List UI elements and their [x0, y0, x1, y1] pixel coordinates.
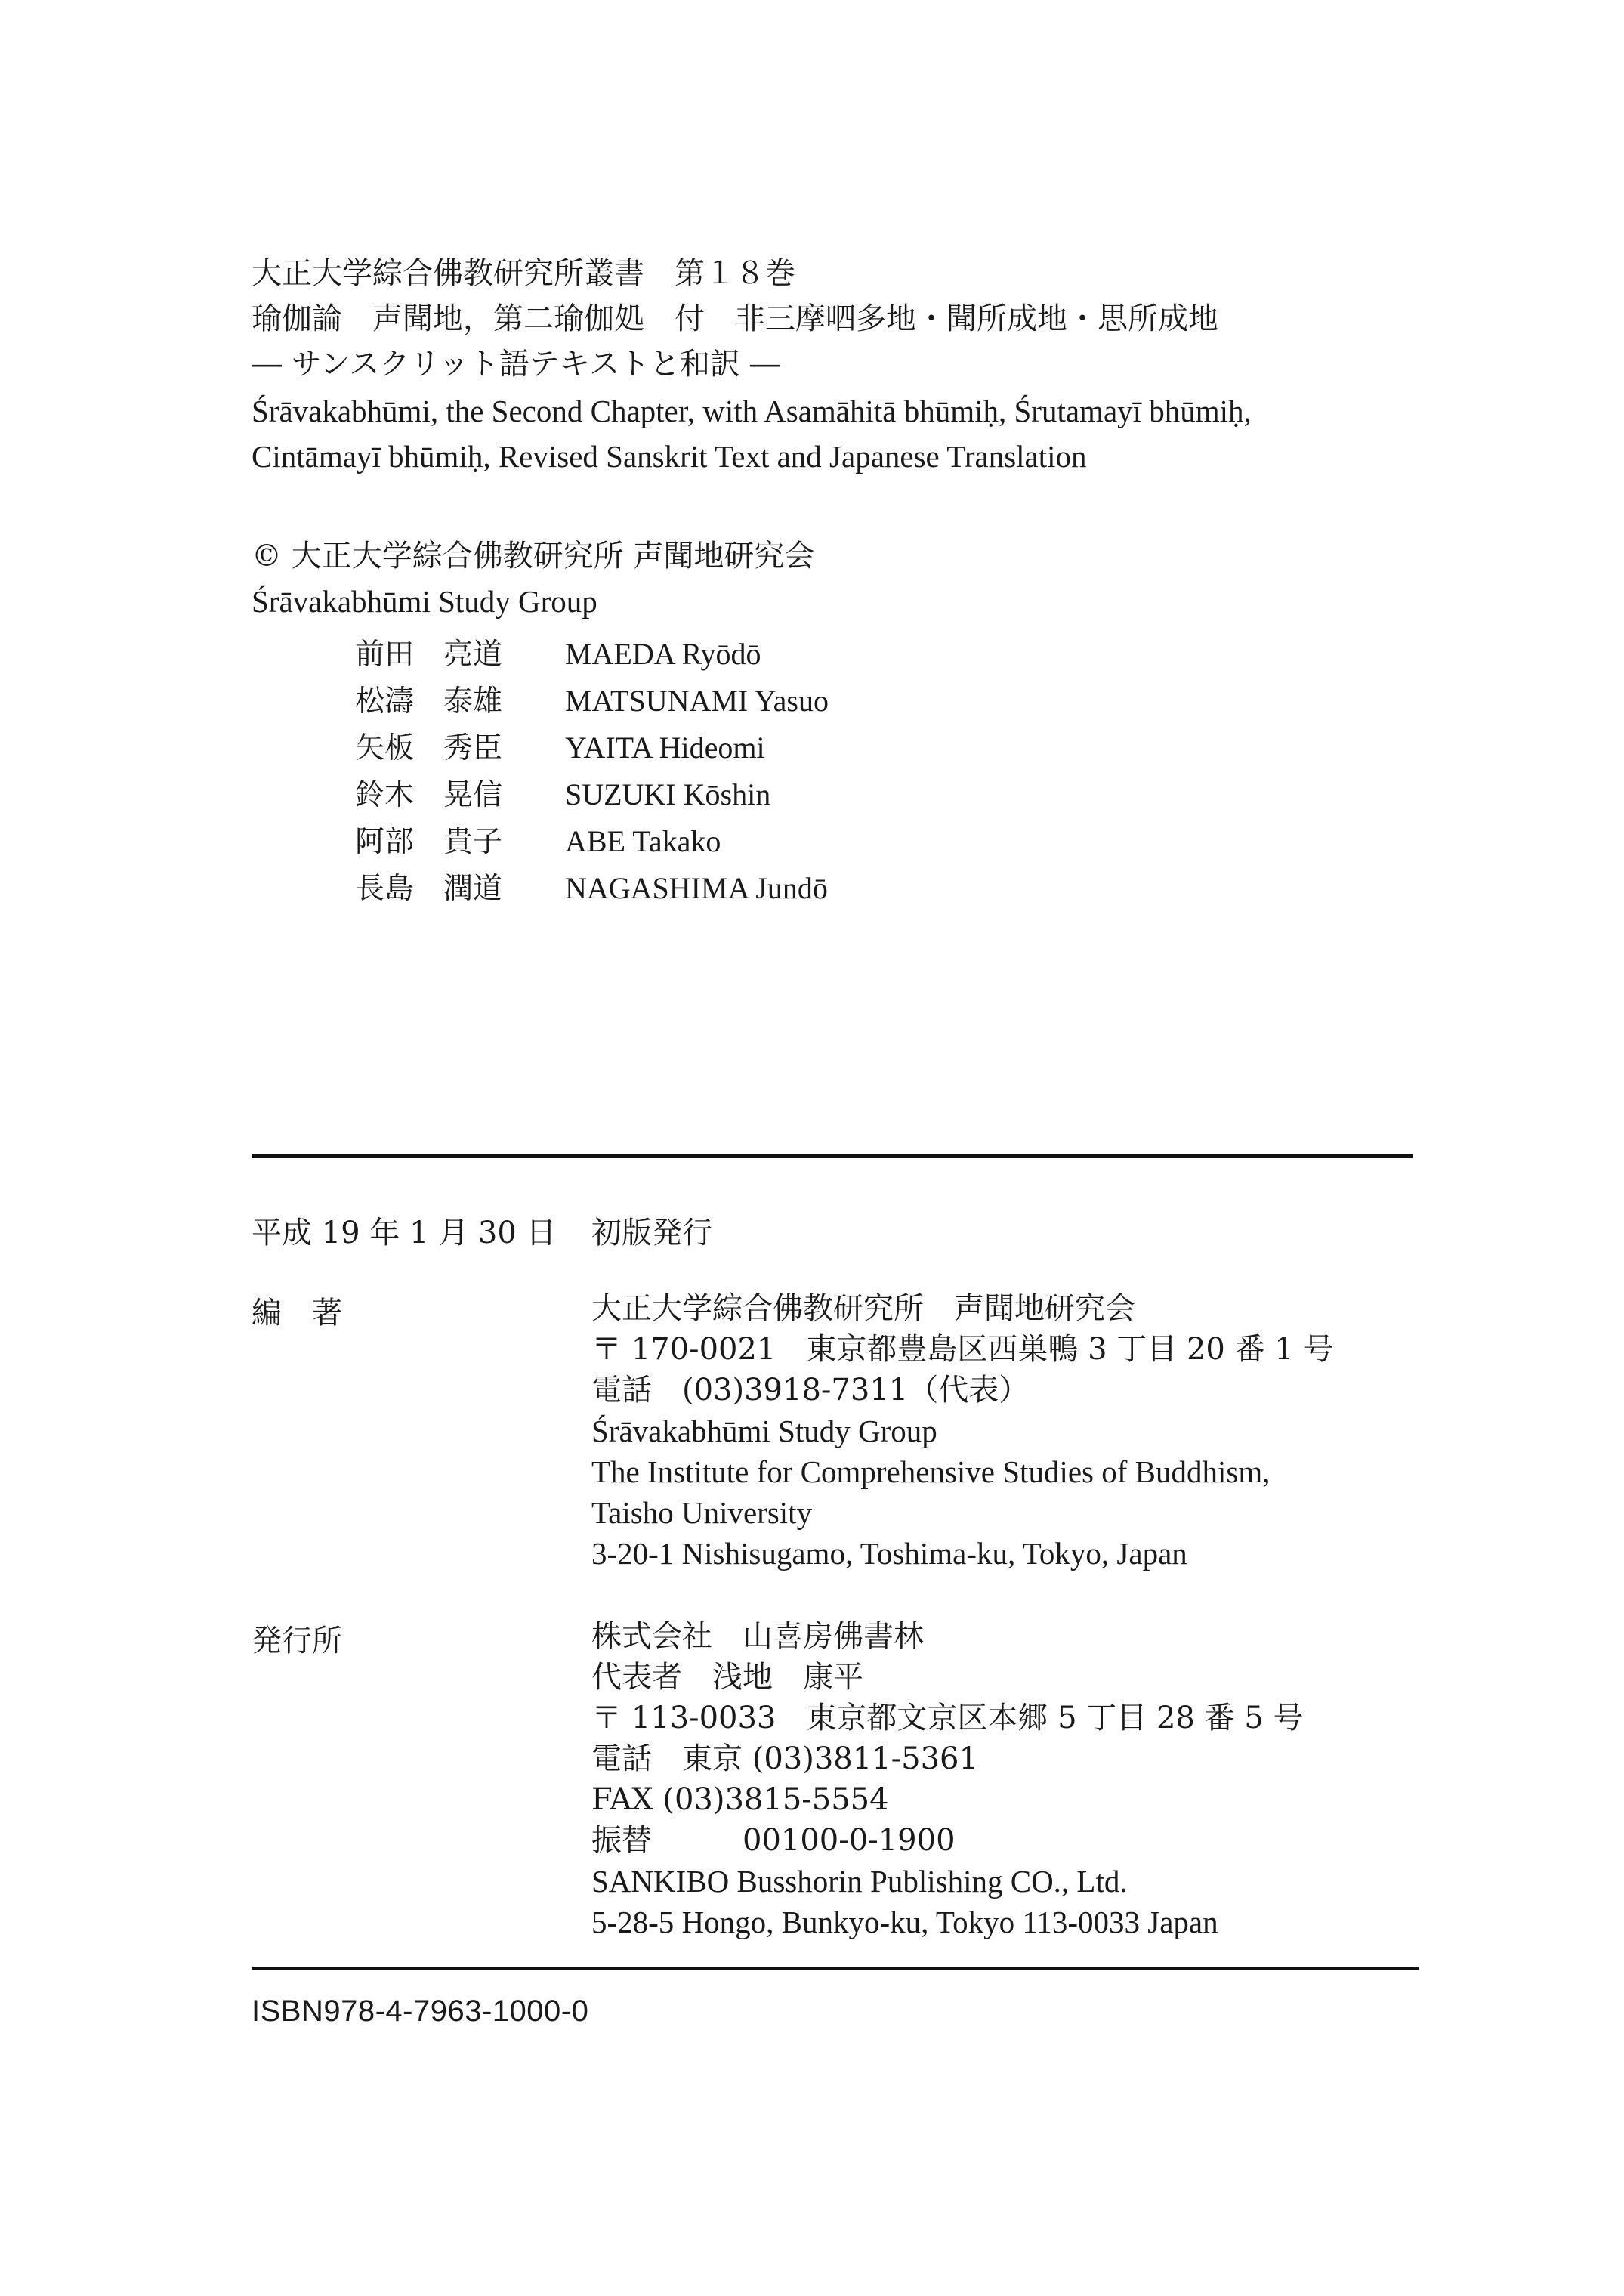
member-row — [355, 733, 765, 763]
editor-line: Taisho University — [591, 1495, 813, 1530]
series-title: 大正大学綜合佛教研究所叢書 第１８巻 — [252, 256, 795, 291]
member-name-jp: 松濤 泰雄 — [355, 684, 503, 718]
english-title-line-2: Cintāmayī bhūmiḥ, Revised Sanskrit Text and Japanese Translation — [252, 439, 1087, 474]
publisher-line: FAX (03)3815-5554 — [591, 1782, 889, 1817]
editor-label: 編 著 — [252, 1296, 342, 1330]
member-name-jp: 阿部 貴子 — [355, 825, 503, 859]
member-row — [355, 873, 828, 904]
editor-line: The Institute for Comprehensive Studies of Buddhism, — [591, 1454, 1270, 1489]
member-name-jp: 矢板 秀臣 — [355, 731, 503, 765]
copyright-holder: © 大正大学綜合佛教研究所 声聞地研究会 — [252, 539, 815, 573]
member-name-jp: 前田 亮道 — [355, 638, 503, 672]
member-name-romaji: SUZUKI Kōshin — [565, 777, 771, 811]
publisher-line: 代表者 浅地 康平 — [591, 1660, 863, 1695]
member-name-romaji: ABE Takako — [565, 824, 721, 858]
publication-date: 平成 19 年 1 月 30 日 — [252, 1216, 557, 1250]
editor-line: 電話 (03)3918-7311（代表） — [591, 1373, 1030, 1408]
editor-line: 〒 170-0021 東京都豊島区西巣鴨 3 丁目 20 番 1 号 — [591, 1332, 1334, 1367]
bottom-divider — [252, 1967, 1419, 1970]
english-title-line-1: Śrāvakabhūmi, the Second Chapter, with Asamāhitā bhūmiḥ, Śrutamayī bhūmiḥ, — [252, 394, 1252, 428]
isbn: ISBN978-4-7963-1000-0 — [252, 1995, 589, 2028]
japanese-subtitle: ― サンスクリット語テキストと和訳 ― — [252, 347, 780, 382]
member-row — [355, 824, 721, 859]
member-name-romaji: MATSUNAMI Yasuo — [565, 684, 829, 718]
publisher-details — [591, 1616, 1303, 1942]
member-name-romaji: MAEDA Ryōdō — [565, 637, 761, 671]
publisher-line: SANKIBO Busshorin Publishing CO., Ltd. — [591, 1864, 1128, 1899]
publisher-line: 電話 東京 (03)3811-5361 — [591, 1741, 978, 1776]
editor-line: 大正大学綜合佛教研究所 声聞地研究会 — [591, 1291, 1135, 1326]
member-name-romaji: YAITA Hideomi — [565, 731, 765, 765]
publisher-line: 〒 113-0033 東京都文京区本郷 5 丁目 28 番 5 号 — [591, 1701, 1304, 1735]
member-row — [355, 777, 771, 812]
member-row — [355, 686, 829, 716]
study-group-name: Śrāvakabhūmi Study Group — [252, 584, 597, 619]
edition-label: 初版発行 — [591, 1216, 712, 1250]
publisher-line: 振替 00100-0-1900 — [591, 1823, 956, 1858]
member-name-jp: 長島 潤道 — [355, 872, 503, 906]
member-name-romaji: NAGASHIMA Jundō — [565, 871, 828, 905]
publisher-line: 株式会社 山喜房佛書林 — [591, 1619, 924, 1654]
editor-line: 3-20-1 Nishisugamo, Toshima-ku, Tokyo, Japan — [591, 1536, 1187, 1571]
publisher-line: 5-28-5 Hongo, Bunkyo-ku, Tokyo 113-0033 Japan — [591, 1905, 1218, 1939]
editor-details — [591, 1288, 1333, 1574]
top-divider — [252, 1154, 1413, 1158]
japanese-book-title: 瑜伽論 声聞地，第二瑜伽処 付 非三摩呬多地・聞所成地・思所成地 — [252, 301, 1218, 336]
editor-line: Śrāvakabhūmi Study Group — [591, 1414, 937, 1448]
member-name-jp: 鈴木 晃信 — [355, 778, 503, 812]
member-row — [355, 637, 761, 672]
publisher-label: 発行所 — [252, 1624, 342, 1658]
